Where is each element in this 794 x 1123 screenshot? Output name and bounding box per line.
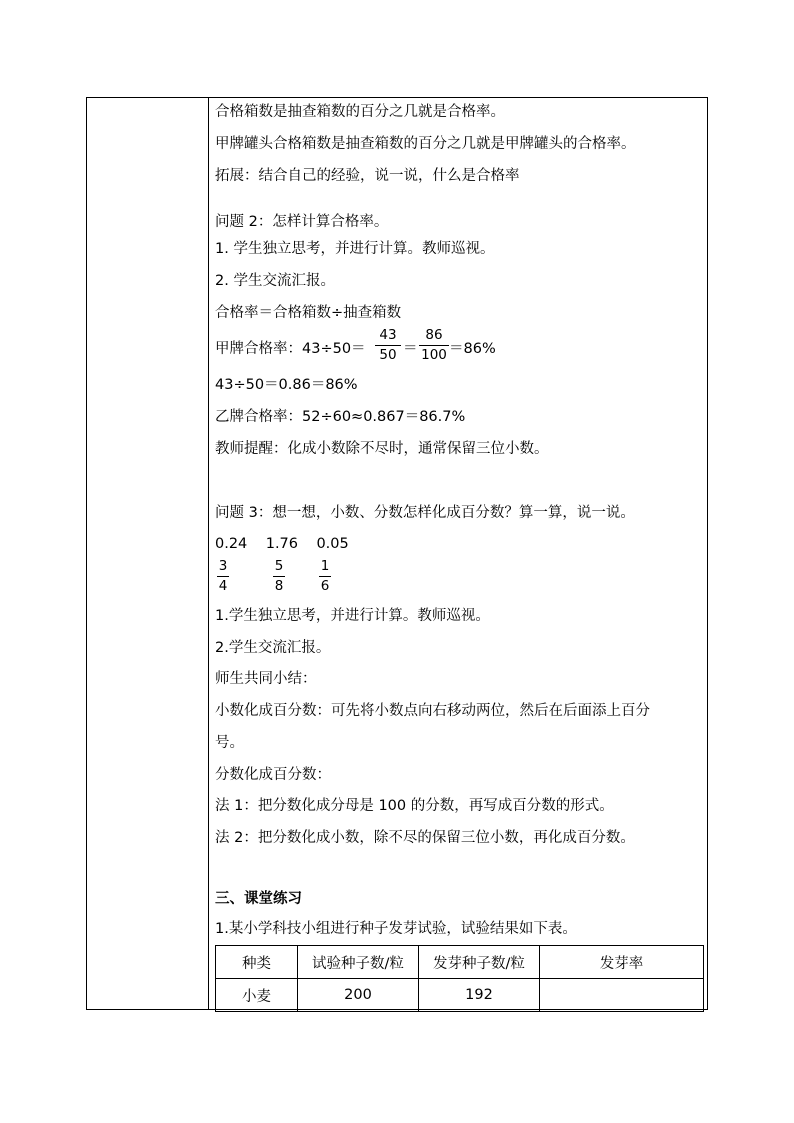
text-line: 法 2：把分数化成小数，除不尽的保留三位小数，再化成百分数。 [215,830,635,846]
text-line: 2. 学生交流汇报。 [215,273,335,289]
text-line: 问题 3：想一想，小数、分数怎样化成百分数？算一算，说一说。 [215,505,635,521]
fraction [217,558,229,595]
fraction [375,327,401,364]
fraction-numerator: 86 [425,327,443,343]
formula-prefix: 甲牌合格率：43÷50＝ [215,341,366,357]
fraction-denominator: 100 [421,347,447,363]
table-cell[interactable] [540,979,704,1012]
header-cell: 发芽种子数/粒 [419,946,540,979]
text-line: 教师提醒：化成小数除不尽时，通常保留三位小数。 [215,441,549,457]
table-cell: 200 [298,979,419,1012]
fraction-denominator: 4 [218,578,228,594]
decimal-list: 0.24 1.76 0.05 [215,536,349,552]
text-line: 小数化成百分数：可先将小数点向右移动两位，然后在后面添上百分 [215,703,650,719]
fraction [419,327,449,364]
lesson-table [86,97,708,1010]
text-line: 合格箱数是抽查箱数的百分之几就是合格率。 [215,104,505,120]
fraction-denominator: 50 [379,347,397,363]
fraction-numerator: 3 [218,558,228,574]
text-line: 乙牌合格率：52÷60≈0.867＝86.7% [215,409,466,425]
text-line: 1. 学生独立思考，并进行计算。教师巡视。 [215,241,495,257]
text-line: 2.学生交流汇报。 [215,640,331,656]
section-heading: 三、课堂练习 [215,891,302,907]
table-cell: 192 [419,979,540,1012]
header-cell: 发芽率 [540,946,704,979]
table-cell: 小麦 [216,979,298,1012]
text-line: 1.学生独立思考，并进行计算。教师巡视。 [215,608,490,624]
text-line: 法 1：把分数化成分母是 100 的分数，再写成百分数的形式。 [215,798,614,814]
fraction-numerator: 1 [320,558,330,574]
text-line: 号。 [215,735,244,751]
header-cell: 试验种子数/粒 [298,946,419,979]
fraction-numerator: 43 [379,327,397,343]
fraction-numerator: 5 [274,558,284,574]
text-line: 甲牌罐头合格箱数是抽查箱数的百分之几就是甲牌罐头的合格率。 [215,136,636,152]
text-line: 合格率＝合格箱数÷抽查箱数 [215,305,402,321]
fraction-denominator: 6 [320,578,330,594]
fraction [319,558,331,595]
text-line: 师生共同小结： [215,671,317,687]
equals-sign: ＝ [403,341,418,357]
header-cell: 种类 [216,946,298,979]
text-line: 43÷50＝0.86＝86% [215,377,358,393]
left-column [87,98,209,1009]
formula-suffix: ＝86% [449,341,496,357]
table-row [216,979,704,1012]
fraction-denominator: 8 [274,578,284,594]
fraction [273,558,285,595]
seed-germination-table [215,945,704,1012]
text-line: 1.某小学科技小组进行种子发芽试验，试验结果如下表。 [215,921,577,937]
text-line: 分数化成百分数： [215,767,331,783]
text-line: 问题 2：怎样计算合格率。 [215,214,389,230]
table-header-row [216,946,704,979]
text-line: 拓展：结合自己的经验，说一说，什么是合格率 [215,168,520,184]
